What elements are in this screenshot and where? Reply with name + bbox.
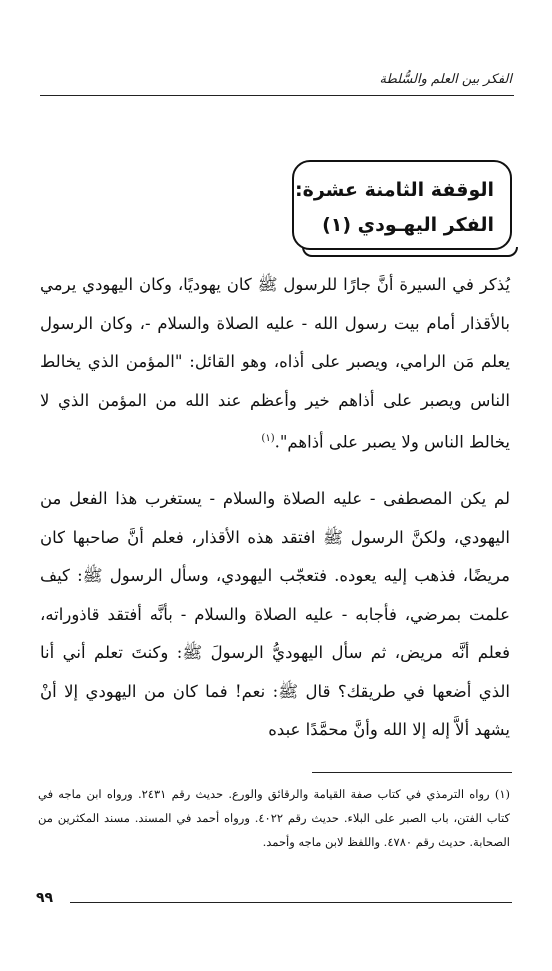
section-subtitle: الفكر اليهـودي (١) [322,214,494,236]
footnote-1: (١) رواه الترمذي في كتاب صفة القيامة والرقائق والورع. حديث رقم ٢٤٣١. ورواه ابن ماجه في كتاب الفتن، باب الصبر على البلاء. حديث رقم ٤٠٢٢. ورواه أحمد في المسند. مسند المكثرين من الصحابة. حديث رقم ٤٧٨٠. واللفظ لابن ماجه وأحمد. [38,787,510,849]
body-text [40,266,510,750]
page-number: ٩٩ [36,890,54,906]
paragraph-1 [40,266,510,462]
paragraph-2: لم يكن المصطفى - عليه الصلاة والسلام - يستغرب هذا الفعل من اليهودي، ولكنَّ الرسول ﷺ افتقد هذه الأقذار، فعلم أنَّ صاحبها كان مريضًا، فذهب إليه يعوده. فتعجّب اليهودي، وسأل الرسول ﷺ: كيف علمت بمرضي، فأجابه - عليه الصلاة والسلام - بأنَّه أفتقد قاذوراته، فعلم أنَّه مريض، ثم سأل اليهوديُّ الرسولَ ﷺ: وكنتَ تعلم أني أنا الذي أضعها في طريقك؟ قال ﷺ: نعم! فما كان من اليهودي إلا أنْ يشهد ألاَّ إله إلا الله وأنَّ محمَّدًا عبده [40,489,510,739]
header-rule [40,95,514,96]
footnote-ref[interactable]: (١) [261,433,275,444]
footnotes [38,782,510,854]
footer-rule [70,902,512,903]
section-title: الوقفة الثامنة عشرة: [295,179,494,201]
section-title-box [292,160,512,250]
running-header: الفكر بين العلم والسُّلطة [379,72,512,87]
footnote-rule [312,772,512,773]
paragraph-1-text: يُذكر في السيرة أنَّ جارًا للرسول ﷺ كان يهوديًا، وكان اليهودي يرمي بالأقذار أمام بيت رسول الله - عليه الصلاة والسلام -، وكان الرسول يعلم مَن الرامي، ويصبر على أذاه، وهو القائل: "المؤمن الذي يخالط الناس ويصبر على أذاهم خير وأعظم عند الله من المؤمن الذي لا يخالط الناس ولا يصبر على أذاهم". [40,275,510,452]
